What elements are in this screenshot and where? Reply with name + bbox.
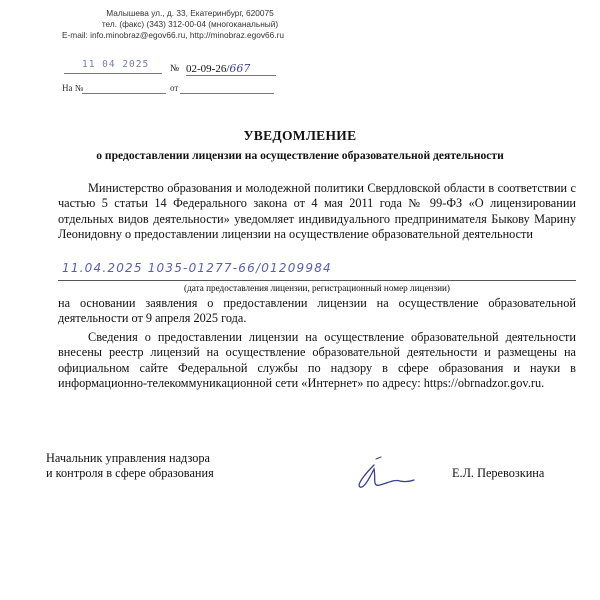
outgoing-number-typed: 02-09-26/ <box>186 63 230 75</box>
reply-to-number-line <box>82 93 166 94</box>
license-caption: (дата предоставления лицензии, регистрационный номер лицензии) <box>184 283 450 293</box>
address-line: Малышева ул., д. 33, Екатеринбург, 620075 <box>106 8 274 18</box>
signer-name: Е.Л. Перевозкина <box>452 466 545 480</box>
letterhead-address <box>80 8 300 30</box>
letterhead-cut-title <box>80 0 320 2</box>
signer-position-line-1: Начальник управления надзора <box>46 451 211 465</box>
reply-to-date-label: от <box>170 83 179 93</box>
body-paragraph-3: Сведения о предоставлении лицензии на осуществление образовательной деятельности внесены реестр лицензий на осуществление образовательной деятельности и размещены на официальном сайте Федеральной службы по надзору в сфере образования и науки в информационно-телекоммуникационной сети «Интернет» по адресу: https://obrnadzor.gov.ru. <box>58 330 576 390</box>
number-label: № <box>170 64 180 74</box>
signer-position <box>46 451 214 482</box>
date-stamp: 11 04 2025 <box>82 59 150 70</box>
email-line: E-mail: info.minobraz@egov66.ru, http://minobraz.egov66.ru <box>62 30 284 40</box>
signer-position-line-2: и контроля в сфере образования <box>46 466 214 481</box>
body-paragraph-1: Министерство образования и молодежной политики Свердловской области в соответствии с частью 5 статьи 14 Федерального закона от 4 мая 2011 года № 99-ФЗ «О лицензировании отдельных видов деятельности» уведомляет индивидуального предпринимателя Быкову Марину Леонидовну о предоставлении лицензии на осуществление образовательной деятельности <box>58 181 576 241</box>
notice-subtitle: о предоставлении лицензии на осуществление образовательной деятельности <box>96 149 504 162</box>
outgoing-number <box>186 62 276 76</box>
body-paragraph-2: на основании заявления о предоставлении лицензии на осуществление образовательной деятельности от 9 апреля 2025 года. <box>58 296 576 326</box>
license-handwritten: 11.04.2025 1035-01277-66/01209984 <box>62 261 332 275</box>
handwritten-signature <box>350 455 420 495</box>
notice-title: УВЕДОМЛЕНИЕ <box>243 128 357 143</box>
reply-to-label: На № <box>62 83 84 93</box>
phone-line: тел. (факс) (343) 312-00-04 (многоканальный) <box>101 19 279 29</box>
outgoing-number-handwritten: 667 <box>229 62 251 75</box>
reply-to-date-line <box>180 93 274 94</box>
